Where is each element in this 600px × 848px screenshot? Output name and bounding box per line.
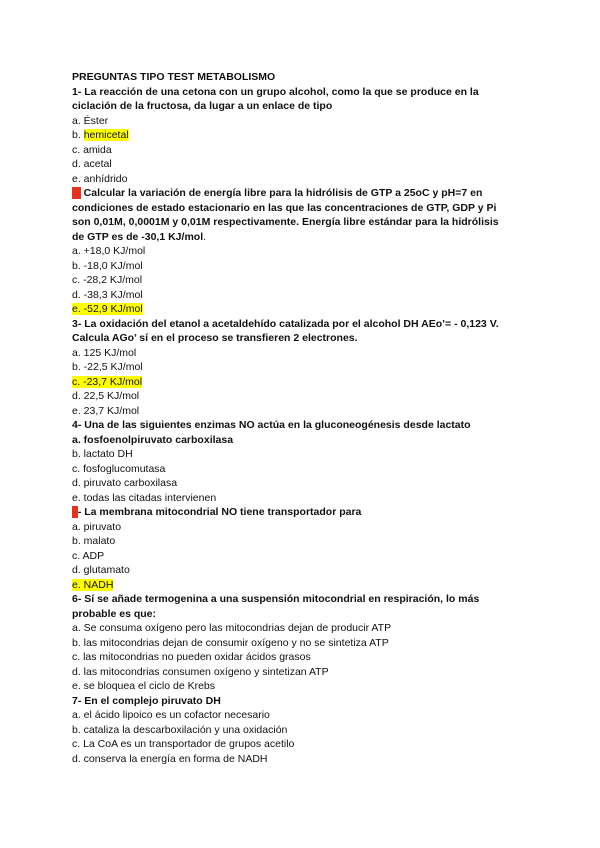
q1-option-b	[72, 128, 532, 143]
question-2-line-4	[72, 230, 532, 245]
question-3-line-1: 3- La oxidación del etanol a acetaldehído catalizada por el alcohol DH AEo’= - 0,123 V.	[72, 317, 499, 330]
question-3-line-2: Calcula AGo’ sí en el proceso se transfieren 2 electrones.	[72, 332, 358, 344]
question-7-line-1: 7- En el complejo piruvato DH	[72, 694, 221, 707]
q3-option-a: a. 125 KJ/mol	[72, 346, 137, 359]
q2-option-e	[72, 302, 532, 317]
question-2-line-1	[72, 186, 532, 201]
q5-option-c: c. ADP	[72, 549, 105, 562]
q2-option-a: a. +18,0 KJ/mol	[72, 245, 146, 257]
q4-option-a: a. fosfoenolpiruvato carboxilasa	[72, 433, 234, 446]
q2-line-1-text: Calcular la variación de energía libre para la hidrólisis de GTP a 25oC y pH=7 en	[80, 187, 483, 199]
question-1-line-2: ciclación de la fructosa, da lugar a un enlace de tipo	[72, 100, 333, 112]
q1-option-d: d. acetal	[72, 158, 112, 170]
q6-option-d: d. las mitocondrias consumen oxígeno y sintetizan ATP	[72, 665, 329, 678]
question-5-line-1	[72, 505, 532, 520]
q7-option-b: b. cataliza la descarboxilación y una oxidación	[72, 723, 288, 736]
q5-line-1-text: - La membrana mitocondrial NO tiene transportador para	[77, 506, 362, 518]
q1-option-b-highlighted-answer: hemicetal	[83, 129, 129, 141]
q2-line-4-text: de GTP es de -30,1 KJ/mol	[72, 230, 204, 243]
q4-option-e: e. todas las citadas intervienen	[72, 491, 217, 504]
q4-option-d: d. piruvato carboxilasa	[72, 477, 178, 489]
question-list	[72, 70, 532, 766]
q6-option-c: c. las mitocondrias no pueden oxidar ácidos grasos	[72, 651, 311, 663]
q5-option-b: b. malato	[72, 535, 116, 547]
q7-option-a: a. el ácido lipoico es un cofactor necesario	[72, 709, 270, 721]
question-6-line-2: probable es que:	[72, 607, 157, 620]
q3-option-c	[72, 375, 532, 390]
q5-option-a: a. piruvato	[72, 520, 122, 533]
document-title: PREGUNTAS TIPO TEST METABOLISMO	[72, 71, 276, 83]
q5-option-e	[72, 578, 532, 593]
question-1-line-1: 1- La reacción de una cetona con un grupo alcohol, como la que se produce en la	[72, 85, 479, 98]
q6-option-b: b. las mitocondrias dejan de consumir oxígeno y no se sintetiza ATP	[72, 636, 389, 649]
q7-option-d: d. conserva la energía en forma de NADH	[72, 752, 268, 765]
q2-option-d: d. -38,3 KJ/mol	[72, 288, 143, 301]
q1-option-e: e. anhídrido	[72, 172, 128, 185]
q3-option-d: d. 22,5 KJ/mol	[72, 390, 140, 402]
q1-option-b-letter: b.	[72, 129, 84, 141]
q2-line-4-period: .	[203, 230, 207, 243]
q5-option-d: d. glutamato	[72, 564, 130, 576]
q3-option-e: e. 23,7 KJ/mol	[72, 404, 140, 417]
q6-option-a: a. Se consuma oxígeno pero las mitocondrias dejan de producir ATP	[72, 622, 392, 634]
q2-option-c: c. -28,2 KJ/mol	[72, 274, 143, 286]
q2-option-b: b. -18,0 KJ/mol	[72, 259, 143, 272]
q2-option-e-highlighted-answer: e. -52,9 KJ/mol	[72, 303, 143, 315]
q5-number-red-mark: 5	[72, 506, 78, 518]
question-6-line-1: 6- Sí se añade termogenina a una suspensión mitocondrial en respiración, lo más	[72, 593, 480, 605]
question-2-line-3: son 0,01M, 0,0001M y 0,01M respectivamente. Energía libre estándar para la hidrólisis	[72, 216, 499, 228]
q1-option-a: a. Éster	[72, 114, 109, 127]
q3-option-b: b. -22,5 KJ/mol	[72, 361, 143, 373]
question-2-line-2: condiciones de estado estacionario en las que las concentraciones de GTP, GDP y Pi	[72, 201, 497, 214]
q4-option-c: c. fosfoglucomutasa	[72, 462, 166, 475]
q5-option-e-highlighted-answer: e. NADH	[72, 578, 114, 591]
question-4-line-1: 4- Una de las siguientes enzimas NO actúa en la gluconeogénesis desde lactato	[72, 419, 471, 431]
q7-option-c: c. La CoA es un transportador de grupos acetilo	[72, 738, 295, 750]
q4-option-b: b. lactato DH	[72, 448, 133, 460]
q6-option-e: e. se bloquea el ciclo de Krebs	[72, 680, 216, 692]
q1-option-c: c. amida	[72, 143, 112, 156]
q3-option-c-highlighted-answer: c. -23,7 KJ/mol	[72, 375, 143, 388]
q2-number-red-mark: 2.	[72, 187, 81, 199]
